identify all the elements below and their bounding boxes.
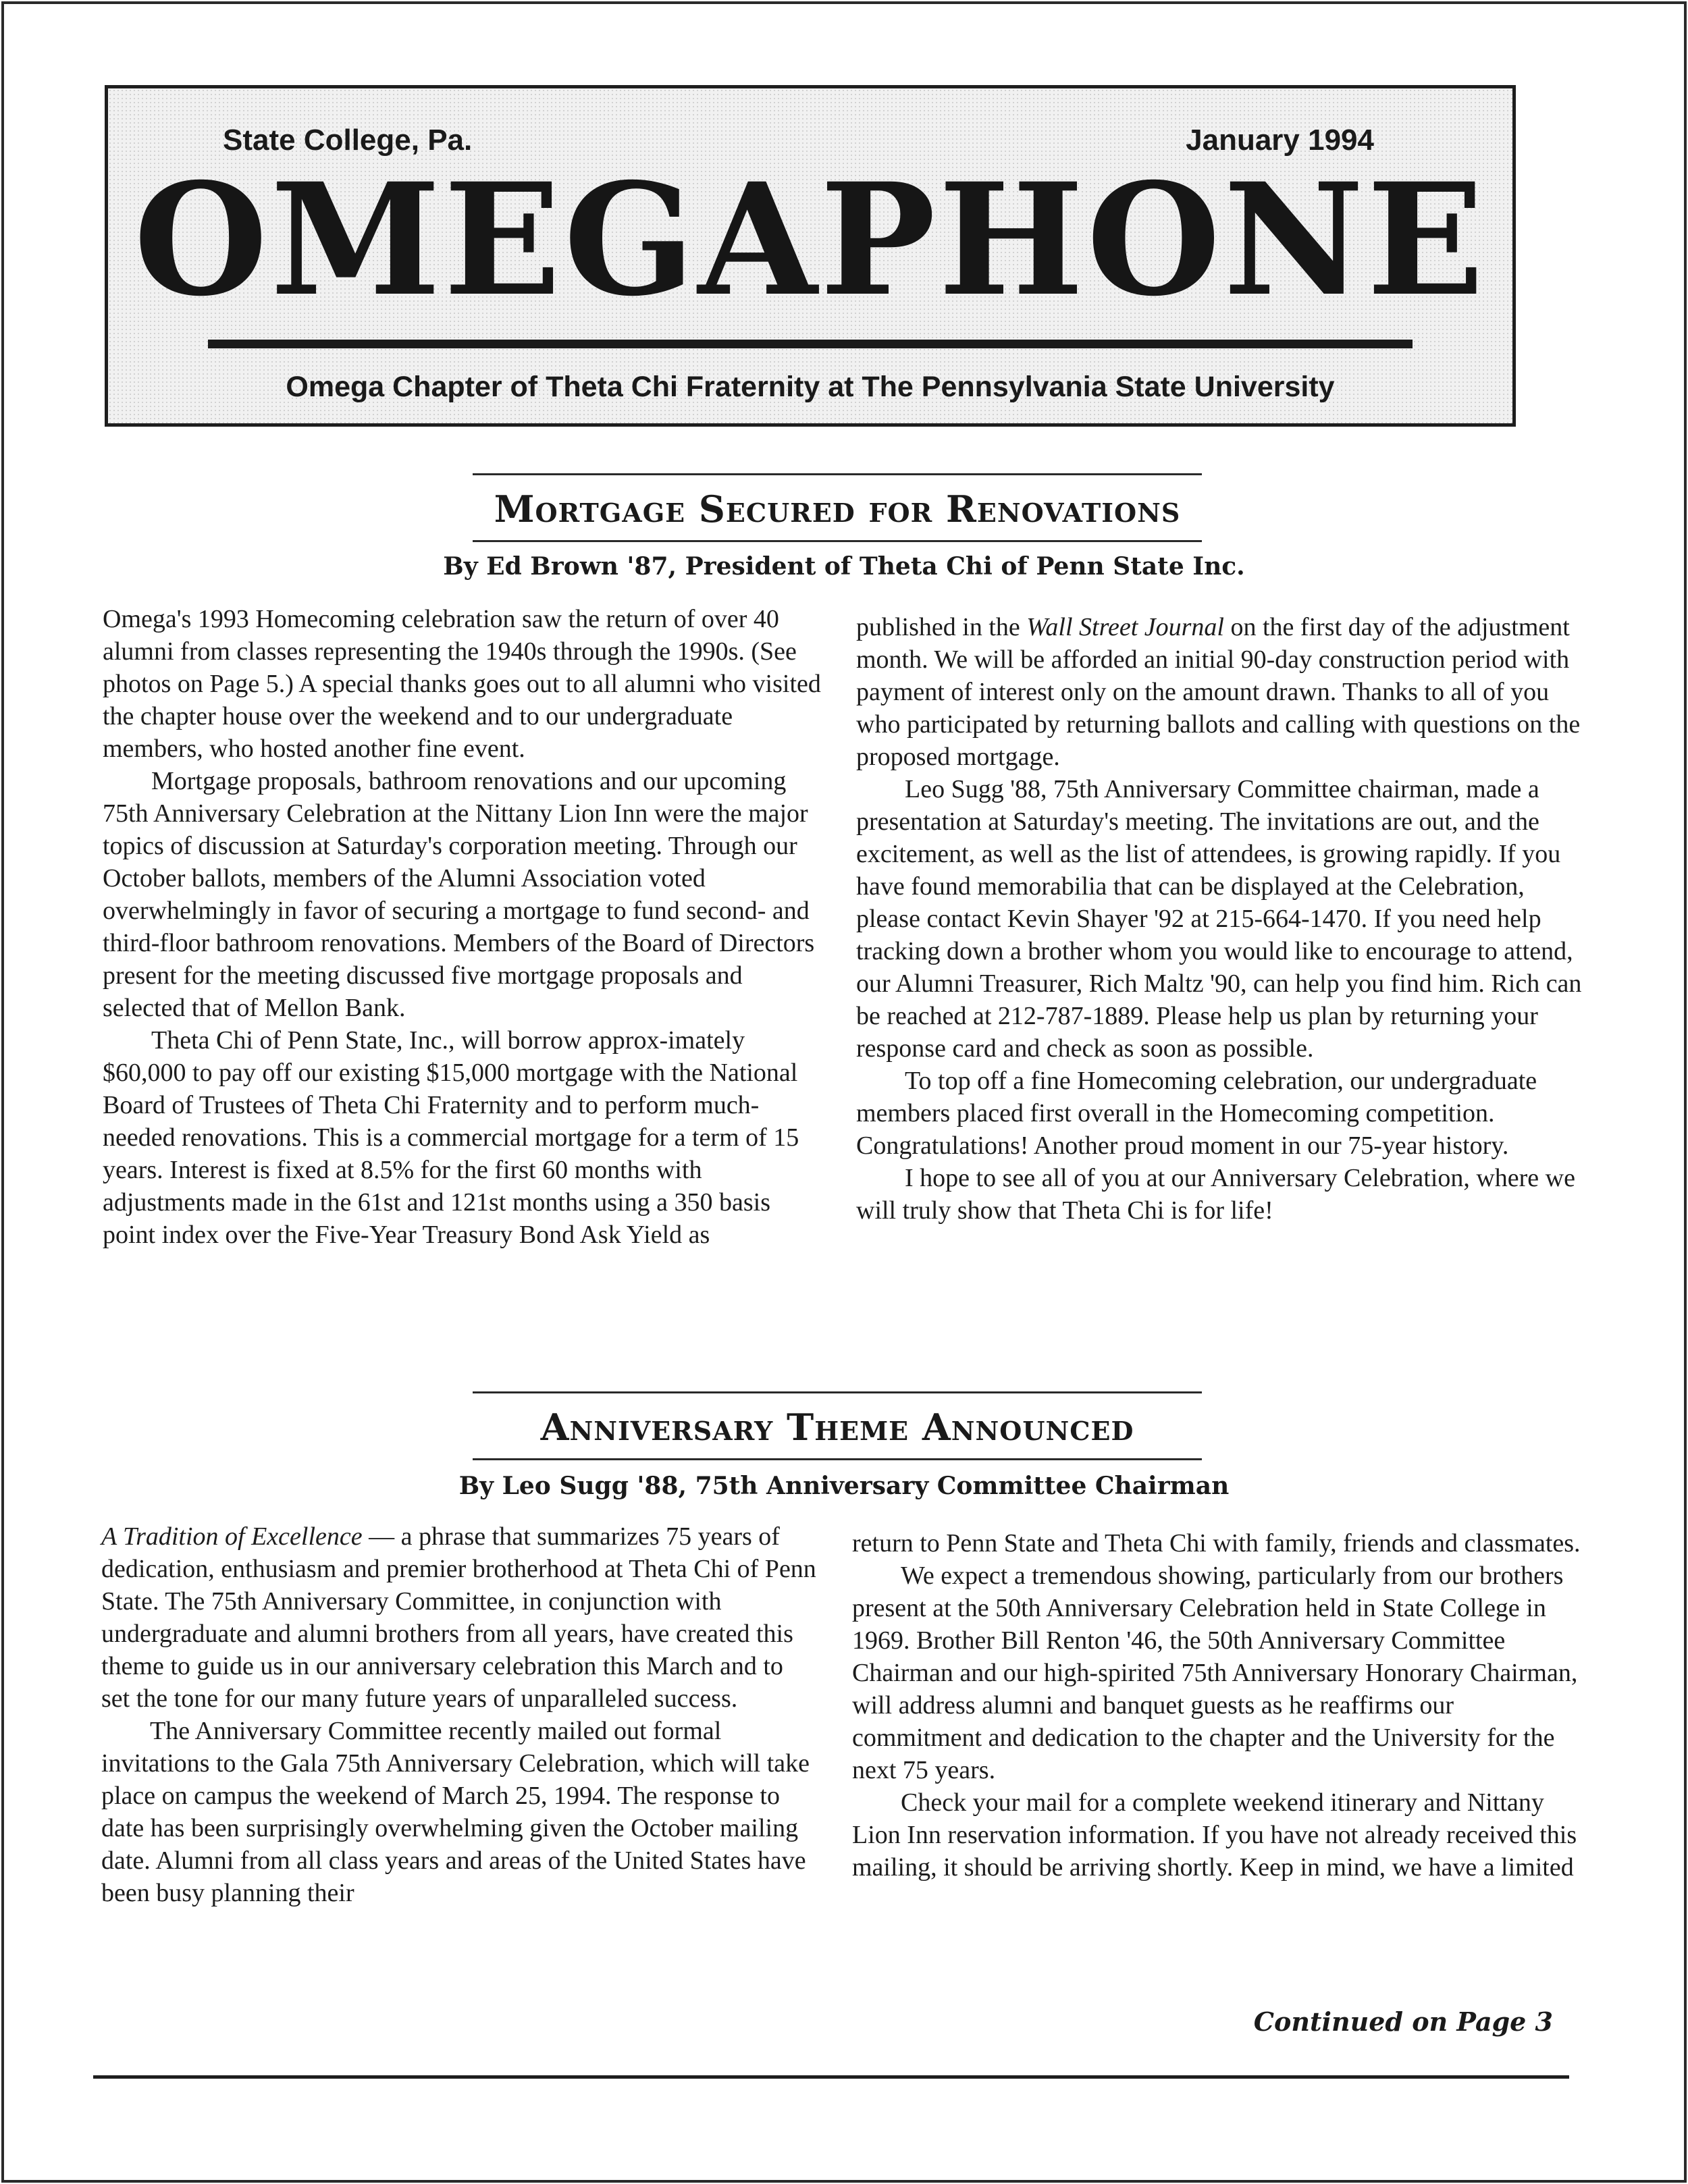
paragraph: The Anniversary Committee recently mailed out formal invitations to the Gala 75th Anniversary Celebration, which will take place on campus the weekend of March 25, 1994. The response to date has been surprisingly overwhelming given the October mailing date. Alumni from all class years and areas of the United States have been busy planning their bbox=[101, 1717, 810, 1907]
paragraph: Mortgage proposals, bathroom renovations and our upcoming 75th Anniversary Celebration at the Nittany Lion Inn were the major topics of discussion at Saturday's corporation meeting. Through our October ballots, members of the Alumni Association voted overwhelmingly in favor of securing a mortgage to fund second- and third-floor bathroom renovations. Members of the Board of Directors present for the meeting discussed five mortgage proposals and selected that of Mellon Bank. bbox=[103, 767, 815, 1022]
paragraph: Check your mail for a complete weekend itinerary and Nittany Lion Inn reservation information. If you have not already received this mailing, it should be arriving shortly. Keep in mind, we have a limited bbox=[852, 1788, 1577, 1882]
footer-rule bbox=[93, 2075, 1569, 2079]
paragraph: Theta Chi of Penn State, Inc., will borrow approx-imately $60,000 to pay off our existing $15,000 mortgage with the National Board of Trustees of Theta Chi Fraternity and to perform much-needed renovations. This is a commercial mortgage for a term of 15 years. Interest is fixed at 8.5% for the first 60 months with adjustments made in the 61st and 121st months using a 350 basis point index over the Five-Year Treasury Bond Ask Yield as bbox=[103, 1026, 799, 1249]
article1-column-1 bbox=[103, 603, 824, 1251]
article1-byline: By Ed Brown '87, President of Theta Chi of Penn State Inc. bbox=[443, 552, 1245, 581]
article2-byline: By Leo Sugg '88, 75th Anniversary Committee Chairman bbox=[458, 1472, 1230, 1500]
headline-rule-bottom bbox=[473, 1458, 1202, 1460]
masthead bbox=[105, 85, 1516, 427]
masthead-rule bbox=[208, 340, 1413, 348]
paragraph: I hope to see all of you at our Anniversary Celebration, where we will truly show that Theta Chi is for life! bbox=[856, 1164, 1575, 1225]
continued-notice: Continued on Page 3 bbox=[1253, 2006, 1553, 2037]
masthead-subtitle: Omega Chapter of Theta Chi Fraternity at The Pennsylvania State University bbox=[286, 371, 1335, 403]
headline-rule-bottom bbox=[473, 540, 1202, 542]
article2-column-1 bbox=[101, 1520, 817, 1909]
text-run: — a phrase that summarizes 75 years of dedication, enthusiasm and premier brotherhood at Theta Chi of Penn State. The 75th Anniversary Committee, in conjunction with undergraduate and alumni brothers from all years, have created this theme to guide us in our anniversary celebration this March and to set the tone for our many future years of unparalleled success. bbox=[101, 1522, 816, 1713]
paragraph: Omega's 1993 Homecoming celebration saw the return of over 40 alumni from classes representing the 1940s through the 1990s. (See photos on Page 5.) A special thanks goes out to all alumni who visited the chapter house over the weekend and to our undergraduate members, who hosted another fine event. bbox=[103, 605, 821, 763]
paragraph: return to Penn State and Theta Chi with family, friends and classmates. bbox=[852, 1529, 1581, 1557]
text-run: published in the bbox=[856, 613, 1027, 641]
paragraph: Leo Sugg '88, 75th Anniversary Committee chairman, made a presentation at Saturday's meeting. The invitations are out, and the excitement, as well as the list of attendees, is growing rapidly. If you have found memorabilia that can be displayed at the Celebration, please contact Kevin Shayer '92 at 215-664-1470. If you need help tracking down a brother whom you would like to encourage to attend, our Alumni Treasurer, Rich Maltz '90, can help you find him. Rich can be reached at 212-787-1889. Please help us plan by returning your response card and check as soon as possible. bbox=[856, 775, 1582, 1063]
newsletter-title: OMEGAPHONE bbox=[133, 149, 1487, 330]
masthead-place: State College, Pa. bbox=[223, 124, 473, 157]
paragraph: We expect a tremendous showing, particularly from our brothers present at the 50th Anniversary Celebration held in State College in 1969. Brother Bill Renton '46, the 50th Anniversary Committee Chairman and our high-spirited 75th Anniversary Honorary Chairman, will address alumni and banquet guests as he reaffirms our commitment and dedication to the chapter and the University for the next 75 years. bbox=[852, 1562, 1578, 1784]
paragraph bbox=[101, 1520, 817, 1715]
article2-headline-text: Anniversary Theme Announced bbox=[540, 1406, 1134, 1449]
theme-phrase: A Tradition of Excellence bbox=[101, 1522, 363, 1551]
article2-column-2 bbox=[852, 1527, 1581, 1884]
paragraph bbox=[856, 611, 1585, 773]
paragraph: To top off a fine Homecoming celebration, our undergraduate members placed first overall in the Homecoming competition. Congratulations! Another proud moment in our 75-year history. bbox=[856, 1067, 1537, 1160]
article2-headline bbox=[473, 1406, 1202, 1449]
text-run: on the first day of the adjustment month. We will be afforded an initial 90-day construction period with payment of interest only on the amount drawn. Thanks to all of you who participated by returning ballots and calling with questions on the proposed mortgage. bbox=[856, 613, 1581, 771]
headline-rule-top bbox=[473, 473, 1202, 475]
article1-column-2 bbox=[856, 611, 1585, 1227]
article1-headline-text: Mortgage Secured for Renovations bbox=[494, 487, 1181, 531]
publication-name: Wall Street Journal bbox=[1026, 613, 1224, 641]
masthead-date: January 1994 bbox=[1186, 124, 1374, 157]
headline-rule-top bbox=[473, 1391, 1202, 1393]
article1-headline bbox=[473, 487, 1202, 531]
